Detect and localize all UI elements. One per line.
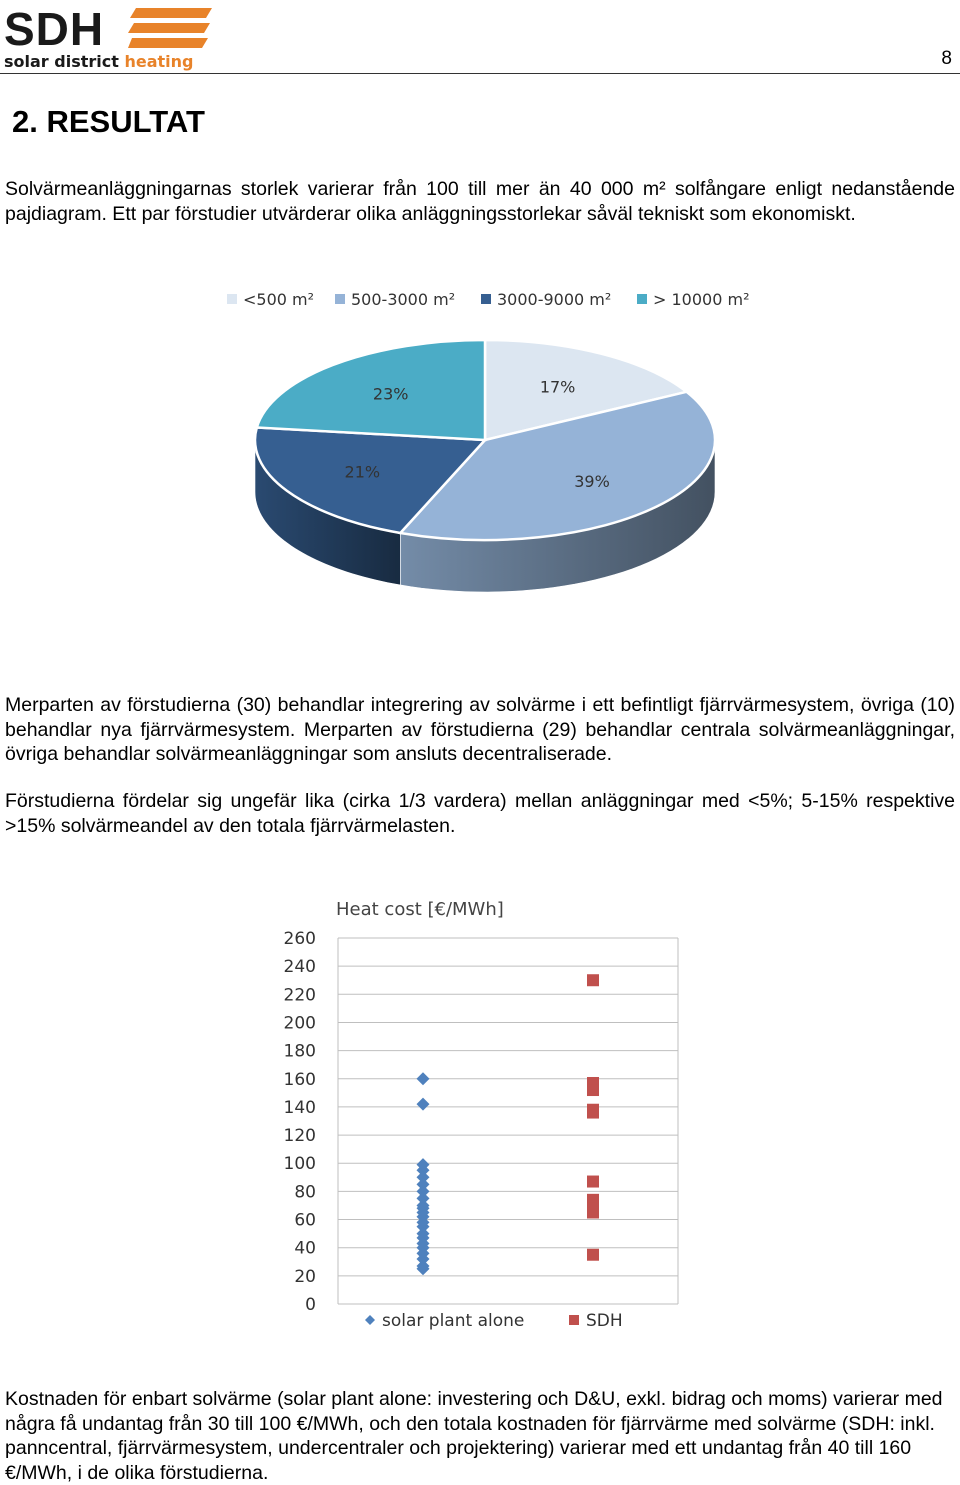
pie-data-label: 39% [574,472,610,491]
data-point [587,1176,599,1188]
scatter-legend [365,1311,623,1331]
paragraph-costs: Kostnaden för enbart solvärme (solar plant alone: investering och D&U, exkl. bidrag och moms) varierar med några få undantag från 30 till 100 €/MWh, och den totala kostnaden för fjärrvärme med solvärme (SDH: inkl. panncentral, fjärrvärmesystem, undercentraler och projektering) varierar med ett undantag från 40 till 160 €/MWh, i de olika förstudierna. [5,1388,943,1484]
y-tick-label: 100 [283,1154,316,1175]
chart-title: Heat cost [€/MWh] [336,899,504,920]
pie-slice [257,340,485,440]
pie-data-label: 21% [344,462,381,482]
paragraph-integration: Merparten av förstudierna (30) behandlar integrering av solvärme i ett befintligt fjärrvärmesystem, övriga (10) behandlar nya fjärrvärmesystem. Merparten av förstudierna (29) behandlar centrala solvärmeanläggningar, övriga behandlar solvärmeanläggningar som ansluts decentraliserade. [5,694,955,765]
pie-chart [215,280,775,620]
legend-label: <500 m² [243,290,315,309]
y-tick-label: 40 [294,1238,316,1259]
data-point [587,1249,599,1261]
data-point [587,1107,599,1119]
legend-swatch [227,294,237,304]
data-point [417,1072,430,1085]
legend-label: solar plant alone [382,1311,525,1331]
pie-chart-svg [215,280,775,620]
series-solar-plant-alone [417,1072,430,1275]
y-tick-label: 260 [283,929,316,949]
scatter-chart [270,890,700,1350]
y-tick-label: 220 [283,985,316,1006]
legend-marker [569,1315,579,1325]
gridlines [338,938,678,1304]
data-point [587,1084,599,1096]
scatter-chart-svg [270,890,700,1350]
y-tick-label: 200 [283,1013,316,1034]
legend-label: 3000-9000 m² [497,290,612,309]
legend-marker [365,1315,375,1325]
page-number: 8 [941,48,952,69]
sdh-logo [4,3,209,72]
legend-swatch [481,294,491,304]
header-divider [0,73,960,74]
y-tick-label: 0 [305,1295,316,1315]
legend-label: SDH [586,1311,623,1331]
y-axis-ticks [284,929,316,1315]
pie-legend [227,290,749,309]
pie-data-label: 17% [539,377,576,397]
y-tick-label: 80 [294,1182,316,1203]
logo-tagline [4,52,193,71]
legend-label: 500-3000 m² [351,290,456,309]
y-tick-label: 20 [294,1266,316,1287]
paragraph-intro: Solvärmeanläggningarnas storlek varierar från 100 till mer än 40 000 m² solfångare enligt nedanstående pajdiagram. Ett par förstudier utvärderar olika anläggningsstorlekar såväl tekniskt som ekonomiskt. [5,178,955,225]
section-title: 2. RESULTAT [12,104,205,139]
series-sdh [587,974,599,1260]
data-point [587,974,599,986]
legend-swatch [637,294,647,304]
legend-swatch [335,294,345,304]
y-tick-label: 120 [283,1126,316,1147]
y-tick-label: 180 [283,1041,316,1062]
logo-wordmark: SDH [4,3,105,55]
pie-data-label: 23% [372,384,409,404]
logo-stripes-icon [128,8,212,48]
data-point [587,1207,599,1219]
legend-label: > 10000 m² [653,290,750,309]
y-tick-label: 140 [283,1097,316,1118]
y-tick-label: 240 [283,957,316,978]
data-point [417,1098,430,1111]
y-tick-label: 160 [283,1069,316,1090]
paragraph-distribution: Förstudierna fördelar sig ungefär lika (cirka 1/3 vardera) mellan anläggningar med <5%; 5-15% respektive >15% solvärmeandel av den totala fjärrvärmelasten. [5,790,955,837]
logo-tagline-part1: solar district [4,52,119,71]
pie-top [255,340,715,540]
y-tick-label: 60 [294,1210,316,1231]
logo-tagline-part2: heating [124,52,194,71]
